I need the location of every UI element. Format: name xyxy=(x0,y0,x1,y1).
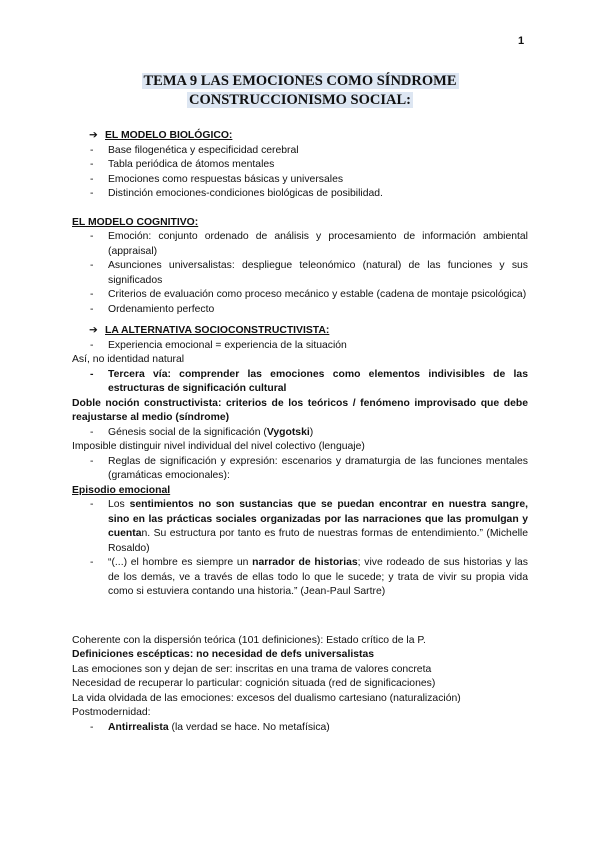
list-item: - Tercera vía: comprender las emociones como elementos indivisibles de las estructuras de significación cultural xyxy=(72,368,528,397)
list-item xyxy=(72,721,528,736)
list-item: - Experiencia emocional = experiencia de la situación xyxy=(72,339,528,354)
paragraph: Coherente con la dispersión teórica (101 definiciones): Estado crítico de la P. xyxy=(72,634,426,646)
list-item: - Asunciones universalistas: despliegue teleonómico (natural) de las funciones y sus significados xyxy=(72,259,528,288)
text: (la verdad se hace. No metafísica) xyxy=(168,721,330,733)
list-item: - Reglas de significación y expresión: escenarios y dramaturgia de las funciones mentales (gramáticas emocionales): xyxy=(72,455,528,484)
paragraph: Necesidad de recuperar lo particular: cognición situada (red de significaciones) xyxy=(72,678,436,689)
list-item: - Tabla periódica de átomos mentales xyxy=(72,158,528,173)
list-item: - Emoción: conjunto ordenado de análisis y procesamiento de información ambiental (appraisal) xyxy=(72,230,528,259)
document-body xyxy=(72,129,528,735)
arrow-right-icon: ➔ xyxy=(89,130,98,141)
title-line-1: TEMA 9 LAS EMOCIONES COMO SÍNDROME xyxy=(143,73,457,89)
page-number: 1 xyxy=(518,35,525,47)
text-bold: sentimientos no son sustancias que se puedan encontrar en nuestra sangre, sino en las prácticas sociales organizadas por las narraciones que las promulgan y cuenta xyxy=(108,499,528,539)
text-bold: narrador de historias xyxy=(252,557,358,568)
text: Génesis social de la significación ( xyxy=(108,426,267,438)
paragraph: Definiciones escépticas: no necesidad de defs universalistas xyxy=(72,649,375,660)
heading-text: EL MODELO BIOLÓGICO: xyxy=(105,130,233,141)
paragraph: La vida olvidada de las emociones: excesos del dualismo cartesiano (naturalización) xyxy=(72,692,461,704)
list-item xyxy=(72,498,528,556)
text: ) xyxy=(309,426,314,438)
text: “(...) el hombre es siempre un xyxy=(108,557,253,568)
list-item: - Criterios de evaluación como proceso mecánico y estable (cadena de montaje psicológica) xyxy=(72,288,528,303)
section-heading-socio xyxy=(72,324,528,339)
paragraph: Las emociones son y dejan de ser: inscritas en una trama de valores concreta xyxy=(72,663,432,675)
section-heading-cognitivo: EL MODELO COGNITIVO: xyxy=(72,216,199,228)
paragraph: Imposible distinguir nivel individual del nivel colectivo (lenguaje) xyxy=(72,441,365,452)
list-item: - Ordenamiento perfecto xyxy=(72,303,528,318)
list-item: - Base filogenética y especificidad cerebral xyxy=(72,144,528,159)
paragraph: Así, no identidad natural xyxy=(72,354,185,365)
arrow-right-icon: ➔ xyxy=(89,325,98,336)
list-item xyxy=(72,556,528,600)
title-line-2: CONSTRUCCIONISMO SOCIAL: xyxy=(189,92,411,108)
list-item: - Emociones como respuestas básicas y universales xyxy=(72,173,528,188)
section-heading-biologico xyxy=(72,129,528,144)
paragraph: Doble noción constructivista: criterios de los teóricos / fenómeno improvisado que debe reajustarse al medio (síndrome) xyxy=(72,397,528,423)
paragraph: Postmodernidad: xyxy=(72,707,151,718)
heading-text: LA ALTERNATIVA SOCIOCONSTRUCTIVISTA: xyxy=(105,325,330,336)
text: Los xyxy=(108,499,130,510)
text-bold: Vygotski xyxy=(266,426,310,438)
page-title xyxy=(0,72,600,110)
text: ; vive rodeado de sus historias y las de los demás, ve a través de ellas todo lo que le sucede; y trata de vivir su propia vida como si estuviera contando una historia.” (Jean-Paul Sartre) xyxy=(108,557,529,597)
section-heading-episodio: Episodio emocional xyxy=(72,484,171,496)
list-item xyxy=(72,426,528,441)
text-bold: Antirrealista xyxy=(108,721,169,733)
list-item: - Distinción emociones-condiciones biológicas de posibilidad. xyxy=(72,187,528,202)
text: n. Su estructura por tanto es fruto de nuestras formas de entendimiento.” (Michelle Rosaldo) xyxy=(108,528,528,554)
